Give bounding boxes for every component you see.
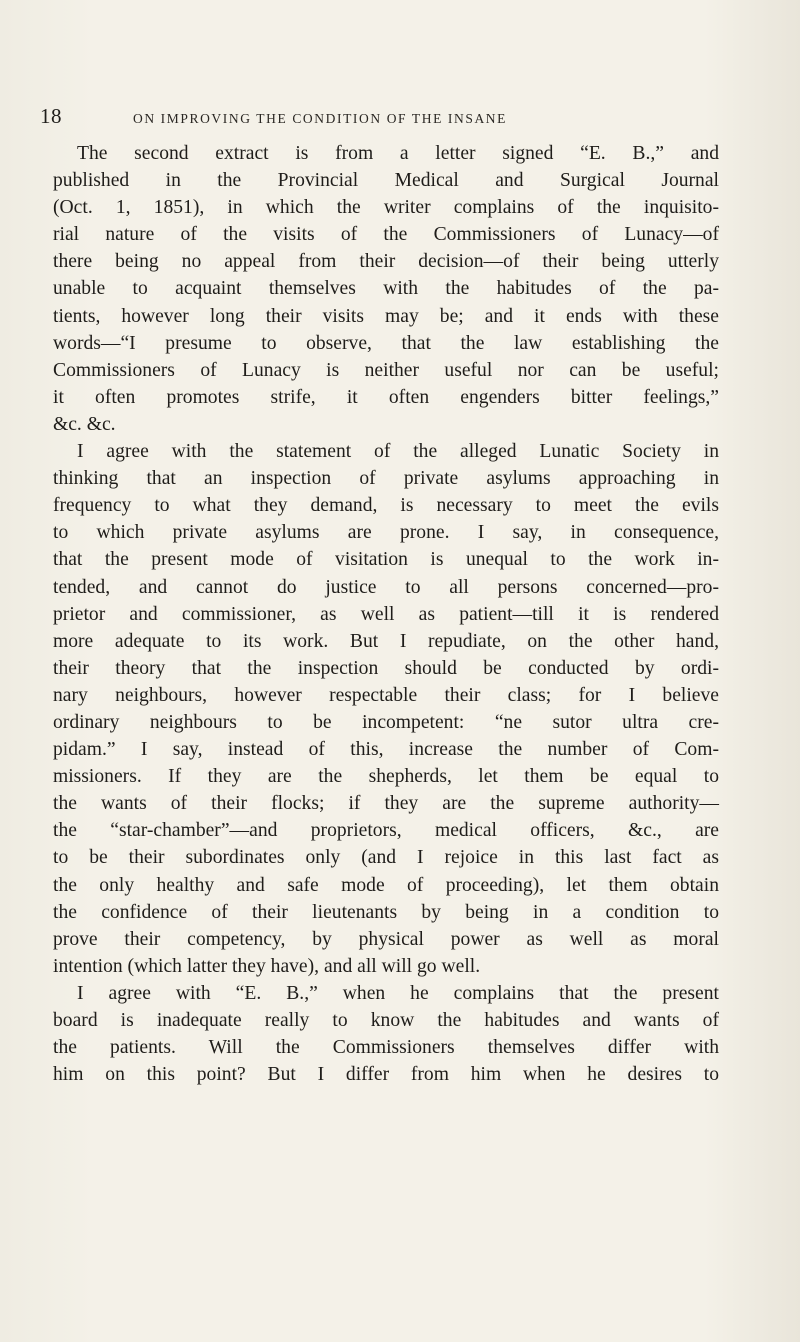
text-line: missioners. If they are the shepherds, let them be equal to (53, 766, 719, 788)
text-line: ordinary neighbours to be incompetent: “ne sutor ultra cre- (53, 711, 719, 733)
paragraph-1 (53, 140, 719, 438)
text-line: prove their competency, by physical power as well as moral (53, 928, 719, 950)
text-line: thinking that an inspection of private asylums approaching in (53, 468, 719, 490)
text-line: more adequate to its work. But I repudiate, on the other hand, (53, 630, 719, 652)
text-line: unable to acquaint themselves with the habitudes of the pa- (53, 278, 719, 300)
text-line: it often promotes strife, it often engenders bitter feelings,” (53, 386, 719, 408)
text-line: prietor and commissioner, as well as patient—till it is rendered (53, 603, 719, 625)
text-line: The second extract is from a letter signed “E. B.,” and (77, 143, 719, 164)
text-line: the patients. Will the Commissioners themselves differ with (53, 1037, 719, 1059)
text-line: nary neighbours, however respectable their class; for I believe (53, 684, 719, 706)
text-line: the only healthy and safe mode of proceeding), let them obtain (53, 874, 719, 896)
text-line: rial nature of the visits of the Commissioners of Lunacy—of (53, 224, 719, 246)
text-line: to be their subordinates only (and I rejoice in this last fact as (53, 847, 719, 869)
text-line: tended, and cannot do justice to all persons concerned—pro- (53, 576, 719, 598)
text-line: frequency to what they demand, is necessary to meet the evils (53, 495, 719, 517)
running-title: ON IMPROVING THE CONDITION OF THE INSANE (133, 111, 507, 126)
text-line: words—“I presume to observe, that the law establishing the (53, 332, 719, 354)
text-line: there being no appeal from their decision—of their being utterly (53, 251, 719, 273)
text-line: pidam.” I say, instead of this, increase the number of Com- (53, 739, 719, 761)
text-line: published in the Provincial Medical and Surgical Journal (53, 170, 719, 192)
text-line: intention (which latter they have), and all will go well. (53, 955, 481, 977)
page-number: 18 (40, 104, 62, 128)
paragraph-3 (53, 980, 719, 1088)
text-line: that the present mode of visitation is unequal to the work in- (53, 549, 719, 571)
paragraph-2 (53, 438, 719, 980)
text-line: &c. &c. (53, 413, 116, 435)
text-line: Commissioners of Lunacy is neither useful nor can be useful; (53, 359, 719, 381)
text-line: I agree with “E. B.,” when he complains that the present (77, 982, 719, 1004)
text-line: tients, however long their visits may be; and it ends with these (53, 305, 719, 327)
text-line: I agree with the statement of the alleged Lunatic Society in (77, 441, 719, 463)
text-line: their theory that the inspection should be conducted by ordi- (53, 657, 719, 679)
text-line: the “star-chamber”—and proprietors, medical officers, &c., are (53, 820, 719, 842)
text-line: board is inadequate really to know the habitudes and wants of (53, 1010, 719, 1031)
body-text (53, 140, 719, 1088)
text-line: the confidence of their lieutenants by being in a condition to (53, 901, 719, 923)
text-line: the wants of their flocks; if they are the supreme authority— (53, 793, 719, 815)
text-line: him on this point? But I differ from him when he desires to (53, 1064, 719, 1086)
text-line: (Oct. 1, 1851), in which the writer complains of the inquisito- (53, 197, 719, 219)
text-line: to which private asylums are prone. I say, in consequence, (53, 522, 719, 544)
